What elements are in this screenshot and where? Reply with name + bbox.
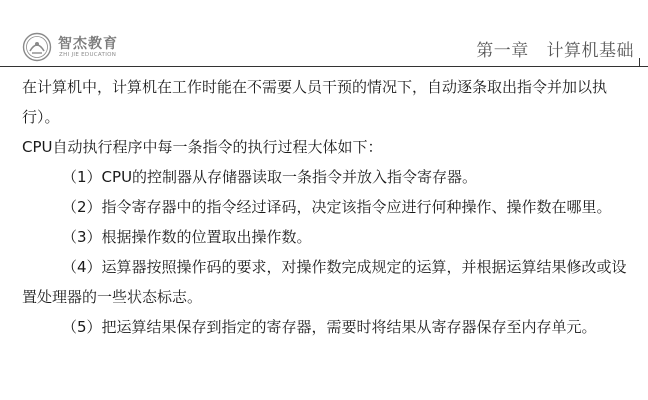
list-item-step-1: （1）CPU的控制器从存储器读取一条指令并放入指令寄存器。 [62,168,478,186]
list-item-step-5: （5）把运算结果保存到指定的寄存器，需要时将结果从寄存器保存至内存单元。 [62,318,597,336]
paragraph-intro-continuation: 在计算机中，计算机在工作时能在不需要人员干预的情况下，自动逐条取出指令并加以执行）。 [22,78,608,126]
body-text [22,72,634,342]
logo-emblem-icon [22,32,52,62]
chapter-title: 第一章 计算机基础 [476,41,634,61]
page-header [0,0,648,70]
list-item-step-2: （2）指令寄存器中的指令经过译码，决定该指令应进行何种操作、操作数在哪里。 [62,198,612,216]
list-item-step-4: （4）运算器按照操作码的要求，对操作数完成规定的运算，并根据运算结果修改或设置处理器的一些状态标志。 [22,258,627,306]
logo [22,32,142,62]
paragraph-cpu-process-heading: CPU自动执行程序中每一条指令的执行过程大体如下： [22,138,383,156]
logo-subtitle: ZHI JIE EDUCATION [59,52,117,58]
list-item-step-3: （3）根据操作数的位置取出操作数。 [62,228,312,246]
logo-name: 智杰教育 [58,36,118,52]
header-rule [0,66,648,67]
